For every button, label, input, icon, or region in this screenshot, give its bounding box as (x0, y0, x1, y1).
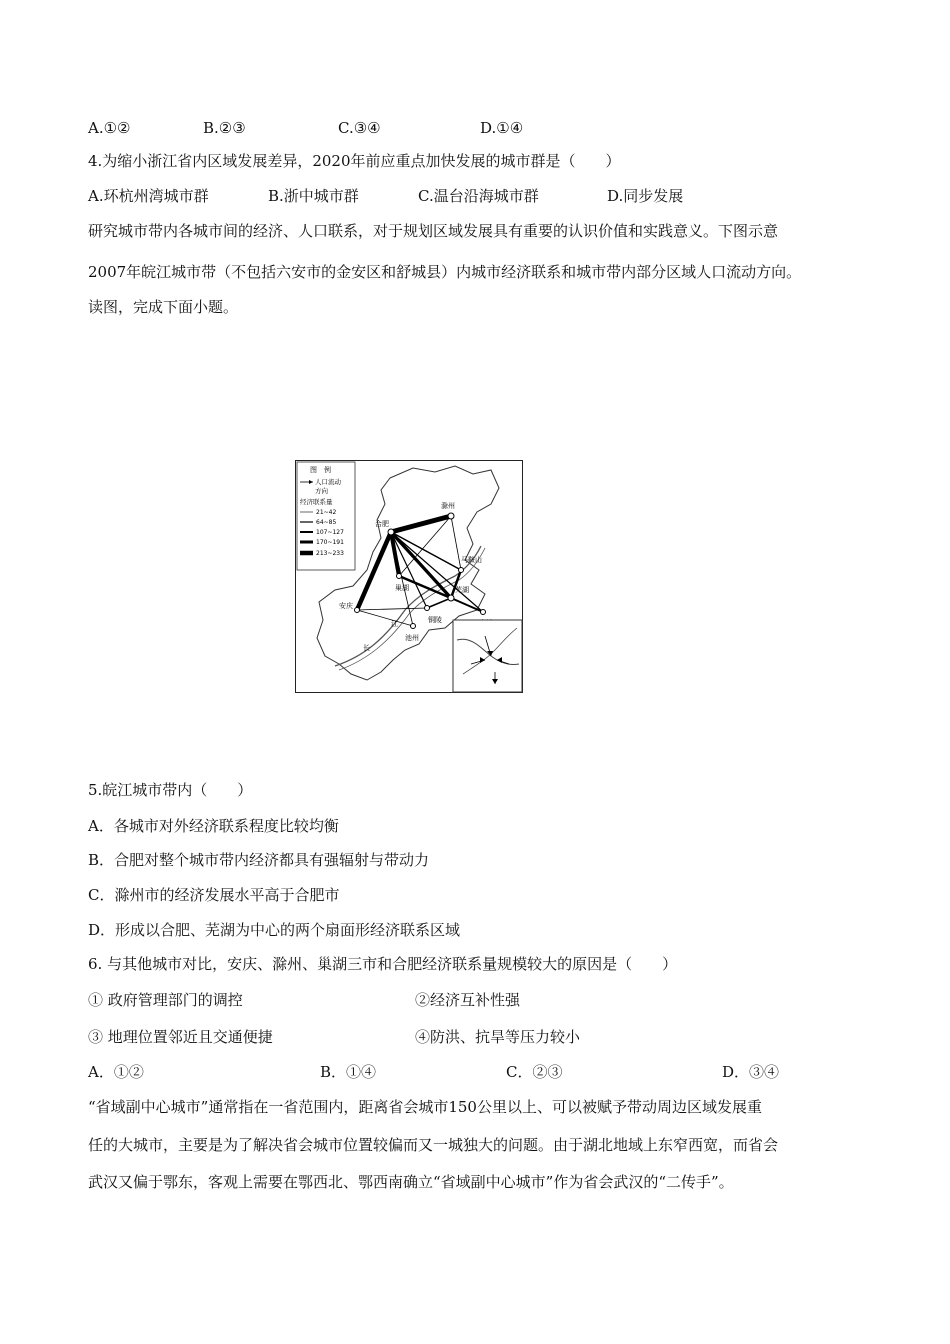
city-label-anqing: 安庆 (339, 602, 353, 610)
q5-option-b: B．合肥对整个城市带内经济都具有强辐射与带动力 (88, 851, 430, 869)
intro1-line2: 2007年皖江城市带（不包括六安市的金安区和舒城县）内城市经济联系和城市带内部分区域人口流动方向。 (88, 263, 802, 281)
q6-option-a: A．①② (88, 1063, 144, 1081)
intro1-line3: 读图，完成下面小题。 (88, 298, 239, 316)
city-dot-wuhu (448, 595, 454, 601)
population-flow-inset (453, 620, 522, 692)
q6-option-d: D．③④ (722, 1063, 780, 1081)
legend-econ: 经济联系量 (300, 498, 333, 506)
legend-flow: 人口流动 (315, 478, 341, 486)
city-label-chang: 长 (363, 644, 370, 652)
legend-range-4: 170~191 (316, 539, 344, 546)
q4-option-a: A.环杭州湾城市群 (88, 187, 209, 205)
city-dot-chizhou (411, 624, 416, 629)
q4-option-b: B.浙中城市群 (268, 187, 359, 205)
legend-range-1: 21~42 (316, 509, 337, 516)
q6-statement-1: ① 政府管理部门的调控 (88, 991, 243, 1009)
intro2-line1: “省域副中心城市”通常指在一省范围内，距离省会城市150公里以上、可以被赋予带动周边区域发展重 (88, 1098, 762, 1116)
q6-options (0, 1062, 950, 1082)
q4-stem: 4.为缩小浙江省内区域发展差异，2020年前应重点加快发展的城市群是（ ） (88, 152, 621, 170)
q6-statement-4: ④防洪、抗旱等压力较小 (415, 1028, 581, 1046)
q3-option-d: D.①④ (480, 119, 524, 137)
legend-title: 图 例 (310, 466, 331, 474)
city-label-hefei: 合肥 (375, 520, 389, 528)
q6-statement-3: ③ 地理位置邻近且交通便捷 (88, 1028, 273, 1046)
q6-statements-row1 (0, 990, 950, 1010)
wanjiang-map-figure (295, 460, 523, 693)
city-label-wuhu: 芜湖 (455, 586, 469, 594)
intro2-line3: 武汉又偏于鄂东，客观上需要在鄂西北、鄂西南确立“省域副中心城市”作为省会武汉的“二传手”。 (88, 1173, 734, 1191)
city-dot-chuzhou (448, 513, 454, 519)
city-label-tongling: 铜陵 (428, 616, 442, 624)
q4-option-c: C.温台沿海城市群 (418, 187, 539, 205)
city-dot-maanshan (459, 568, 464, 573)
q3-option-a: A.①② (88, 119, 131, 137)
q3-option-c: C.③④ (338, 119, 381, 137)
city-dot-hefei (388, 529, 394, 535)
city-label-maanshan: 马鞍山 (461, 556, 482, 564)
legend-range-2: 64~85 (316, 519, 337, 526)
map-svg (295, 460, 523, 693)
map-legend (297, 462, 355, 570)
city-label-jiang: 江 (391, 620, 398, 628)
legend-flow-2: 方向 (315, 487, 328, 495)
city-label-chaohu: 巢湖 (395, 584, 409, 592)
q4-options (0, 186, 950, 206)
q6-option-c: C．②③ (506, 1063, 563, 1081)
city-label-chizhou: 池州 (405, 634, 419, 642)
q3-option-b: B.②③ (203, 119, 246, 137)
legend-range-3: 107~127 (316, 529, 344, 536)
city-dot-xuancheng (481, 610, 486, 615)
q6-statement-2: ②经济互补性强 (415, 991, 521, 1009)
q3-options (0, 118, 950, 138)
q6-statements-row2 (0, 1027, 950, 1047)
q4-option-d: D.同步发展 (607, 187, 684, 205)
intro2-line2: 任的大城市，主要是为了解决省会城市位置较偏而又一城独大的问题。由于湖北地域上东窄西宽，而省会 (88, 1136, 779, 1154)
city-dot-chaohu (397, 574, 402, 579)
intro1-line1: 研究城市带内各城市间的经济、人口联系，对于规划区域发展具有重要的认识价值和实践意义。下图示意 (88, 222, 779, 240)
q5-option-c: C．滁州市的经济发展水平高于合肥市 (88, 886, 340, 904)
legend-range-5: 213~233 (316, 550, 344, 557)
city-dot-tongling (425, 606, 430, 611)
city-dot-anqing (355, 608, 360, 613)
q6-stem: 6. 与其他城市对比，安庆、滁州、巢湖三市和合肥经济联系量规模较大的原因是（ ） (88, 955, 678, 973)
q6-option-b: B．①④ (320, 1063, 377, 1081)
q5-stem: 5.皖江城市带内（ ） (88, 781, 253, 799)
city-label-chuzhou: 滁州 (441, 502, 455, 510)
q5-option-a: A．各城市对外经济联系程度比较均衡 (88, 817, 339, 835)
q5-option-d: D．形成以合肥、芜湖为中心的两个扇面形经济联系区域 (88, 921, 461, 939)
